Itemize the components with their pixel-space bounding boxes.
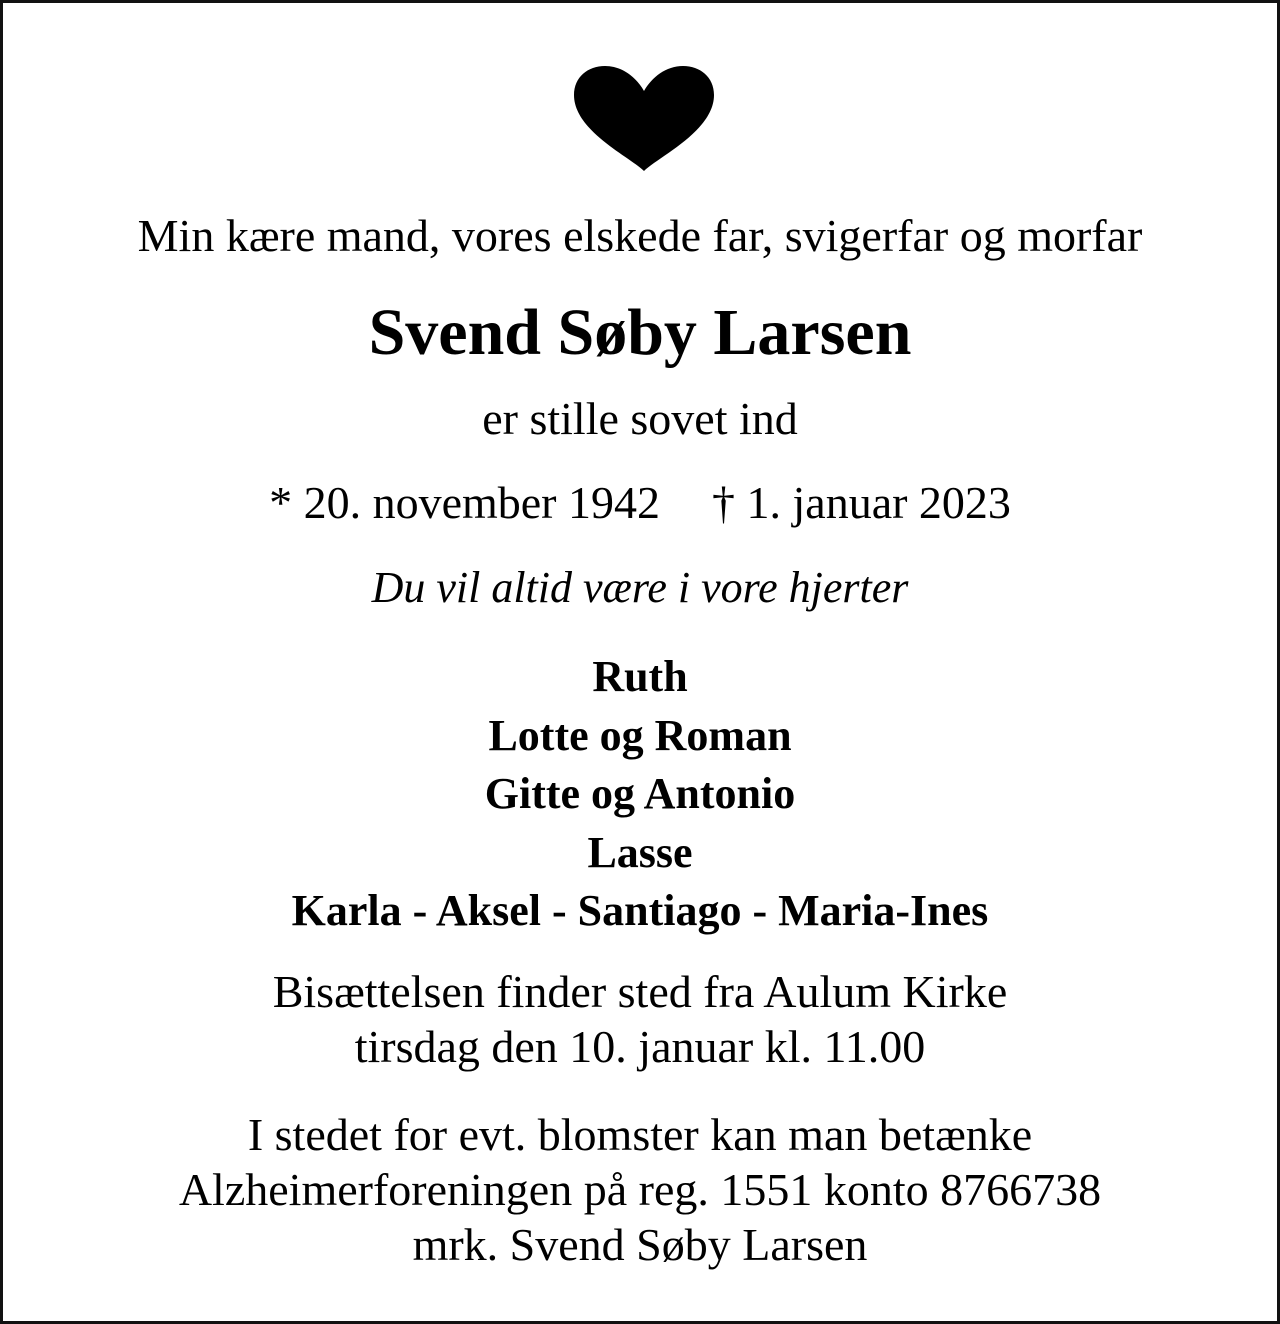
intro-text: Min kære mand, vores elskede far, svigerfar og morfar	[137, 210, 1143, 261]
funeral-line: tirsdag den 10. januar kl. 11.00	[354, 1021, 926, 1072]
donation-details	[3, 1107, 1277, 1272]
donation-line: mrk. Svend Søby Larsen	[412, 1219, 868, 1270]
family-member: Lasse	[587, 827, 693, 877]
family-member: Karla - Aksel - Santiago - Maria-Ines	[291, 886, 989, 935]
death-date: † 1. januar 2023	[712, 477, 1011, 528]
subtitle-text: er stille sovet ind	[482, 393, 798, 444]
funeral-line: Bisættelsen finder sted fra Aulum Kirke	[272, 966, 1008, 1017]
heart-icon	[570, 65, 718, 173]
family-list	[3, 648, 1277, 941]
donation-line: I stedet for evt. blomster kan man betænke	[247, 1109, 1033, 1160]
deceased-name: Svend Søby Larsen	[368, 296, 912, 369]
life-dates	[3, 477, 1277, 528]
funeral-details	[3, 964, 1277, 1074]
family-member: Ruth	[592, 652, 688, 701]
birth-date: * 20. november 1942	[269, 477, 660, 528]
family-member: Gitte og Antonio	[484, 769, 796, 818]
donation-line: Alzheimerforeningen på reg. 1551 konto 8766738	[178, 1164, 1102, 1215]
memorial-motto: Du vil altid være i vore hjerter	[371, 563, 909, 612]
family-member: Lotte og Roman	[488, 710, 792, 760]
